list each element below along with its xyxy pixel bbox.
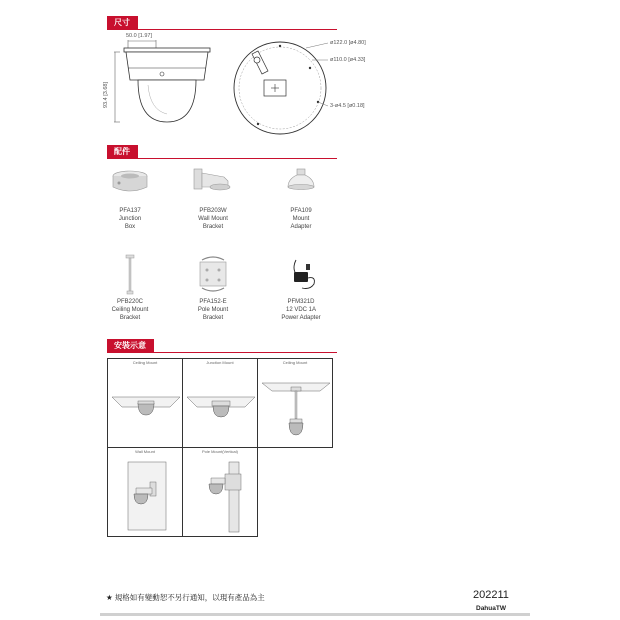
ceiling-bracket-install-illustration — [258, 359, 334, 449]
wall-install-illustration — [108, 448, 184, 538]
installation-cell-wall: Wall Mount — [107, 447, 183, 537]
power-adapter-icon — [266, 256, 336, 294]
accessory-item: PFA109 Mount Adapter — [266, 165, 336, 231]
dim-outer-diameter: ø122.0 [ø4.80] — [330, 40, 366, 46]
wall-mount-icon — [178, 165, 248, 201]
junction-box-icon — [95, 165, 165, 201]
installation-cell-pole: Pole Mount(Vertical) — [182, 447, 258, 537]
accessory-item: PFB203W Wall Mount Bracket — [178, 165, 248, 231]
section-divider — [107, 158, 337, 159]
junction-install-illustration — [183, 359, 259, 449]
pole-mount-icon — [178, 256, 248, 294]
camera-side-view-drawing — [104, 30, 224, 138]
installation-cell-ceiling: Ceiling Mount — [107, 358, 183, 448]
section-divider — [107, 352, 337, 353]
dim-side-width: 50.0 [1.97] — [126, 33, 152, 39]
mount-adapter-icon — [266, 165, 336, 201]
disclaimer-note: ★ 規格如有變動恕不另行通知，以現有產品為主 — [106, 593, 265, 602]
dim-mount-holes: 3-ø4.5 [ø0.18] — [330, 103, 365, 109]
accessory-item: PFA152-E Pole Mount Bracket — [178, 256, 248, 322]
section-tag-dimensions: 尺寸 — [107, 16, 138, 30]
footer-bar — [100, 613, 530, 616]
camera-top-view-drawing — [232, 38, 332, 138]
document-code: 202211 — [473, 589, 509, 601]
ceiling-install-illustration — [108, 359, 184, 449]
accessory-item: PFA137 Junction Box — [95, 165, 165, 231]
dim-side-height: 93.4 [3.68] — [103, 82, 109, 108]
section-tag-accessories: 配件 — [107, 145, 138, 159]
accessory-item: PFM321D 12 VDC 1A Power Adapter — [266, 256, 336, 322]
pole-install-illustration — [183, 448, 259, 538]
accessory-item: PFB220C Ceiling Mount Bracket — [95, 254, 165, 322]
ceiling-mount-icon — [95, 254, 165, 296]
section-tag-installation: 安裝示意 — [107, 339, 154, 353]
brand-name: DahuaTW — [476, 605, 506, 612]
installation-cell-junction: Junction Mount — [182, 358, 258, 448]
dim-inner-diameter: ø110.0 [ø4.33] — [330, 57, 366, 63]
installation-cell-ceiling-bracket: Ceiling Mount — [257, 358, 333, 448]
